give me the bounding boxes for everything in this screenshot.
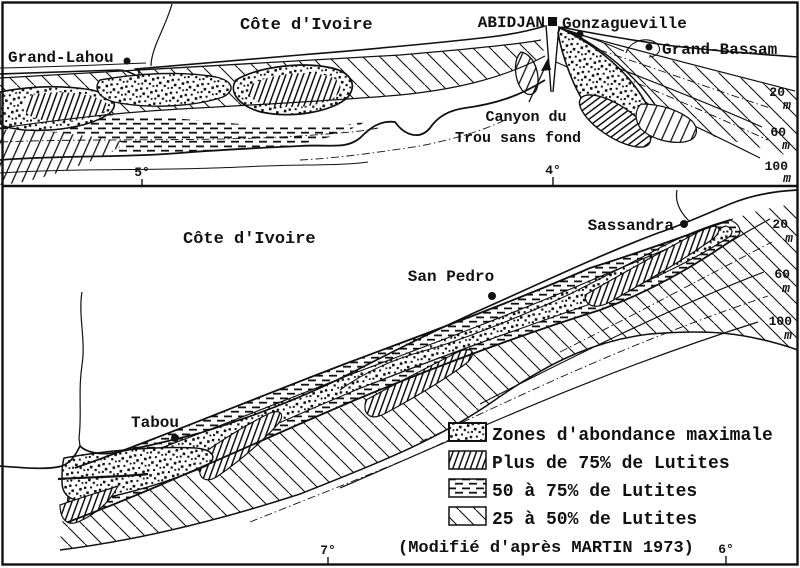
canyon-wall-east bbox=[553, 26, 559, 92]
label-canyon-line1: Canyon du bbox=[485, 109, 567, 126]
panel-sassandra bbox=[0, 190, 798, 564]
canyon-wall-west bbox=[546, 25, 551, 92]
marker-tabou-dot bbox=[171, 434, 179, 442]
label-region-top: Côte d'Ivoire bbox=[240, 16, 373, 35]
label-canyon-line2: Trou sans fond bbox=[454, 130, 582, 147]
caption-credit: (Modifié d'après MARTIN 1973) bbox=[398, 539, 694, 558]
label-sassandra: Sassandra bbox=[587, 217, 674, 235]
marker-abidjan-square bbox=[548, 17, 557, 26]
depth-60-top: 60 bbox=[770, 125, 786, 140]
label-tabou: Tabou bbox=[130, 414, 180, 432]
depth-60-bottom: 60 bbox=[774, 267, 790, 282]
legend-swatch-lutites25 bbox=[449, 507, 486, 525]
legend-label-lutites50: 50 à 75% de Lutites bbox=[492, 482, 698, 502]
marker-grand-lahou-dot bbox=[124, 58, 131, 65]
lon-6w: 6° bbox=[718, 542, 734, 557]
depth-100-top: 100 bbox=[764, 159, 788, 174]
legend-swatch-lutites75 bbox=[449, 451, 486, 469]
legend-label-lutites25: 25 à 50% de Lutites bbox=[492, 510, 698, 530]
label-abidjan: ABIDJAN bbox=[477, 14, 545, 32]
lon-5w: 5° bbox=[134, 165, 150, 180]
river-cavally bbox=[79, 292, 83, 446]
label-gonzagueville: Gonzagueville bbox=[562, 15, 687, 33]
depth-60-bottom-unit: m bbox=[782, 281, 790, 296]
legend-label-abundance: Zones d'abondance maximale bbox=[492, 426, 773, 446]
label-san-pedro: San Pedro bbox=[407, 268, 495, 286]
legend-label-lutites75: Plus de 75% de Lutites bbox=[492, 454, 730, 474]
marker-sassandra-dot bbox=[680, 220, 688, 228]
lon-7w: 7° bbox=[320, 543, 336, 558]
marker-grand-bassam-dot bbox=[646, 44, 653, 51]
depth-20-top: 20 bbox=[769, 85, 785, 100]
label-grand-lahou: Grand-Lahou bbox=[8, 49, 114, 67]
panel-abidjan bbox=[0, 4, 798, 186]
depth-20-bottom: 20 bbox=[772, 217, 788, 232]
depth-100-bottom: 100 bbox=[768, 314, 792, 329]
lon-4w: 4° bbox=[545, 163, 561, 178]
depth-100-bottom-unit: m bbox=[784, 328, 792, 343]
legend-swatch-abundance bbox=[449, 423, 486, 441]
depth-20-bottom-unit: m bbox=[785, 231, 793, 246]
legend bbox=[398, 423, 773, 558]
depth-20-top-unit: m bbox=[783, 98, 791, 113]
label-grand-bassam: Grand-Bassam bbox=[662, 41, 778, 59]
depth-60-top-unit: m bbox=[782, 138, 790, 153]
marker-san-pedro-dot bbox=[488, 292, 496, 300]
canyon-arrow-head bbox=[541, 58, 551, 71]
legend-swatch-lutites50 bbox=[449, 479, 486, 497]
label-region-bottom: Côte d'Ivoire bbox=[183, 230, 316, 249]
depth-100-top-unit: m bbox=[783, 171, 791, 186]
river-bandama bbox=[151, 4, 172, 66]
river-sassandra bbox=[676, 190, 689, 221]
